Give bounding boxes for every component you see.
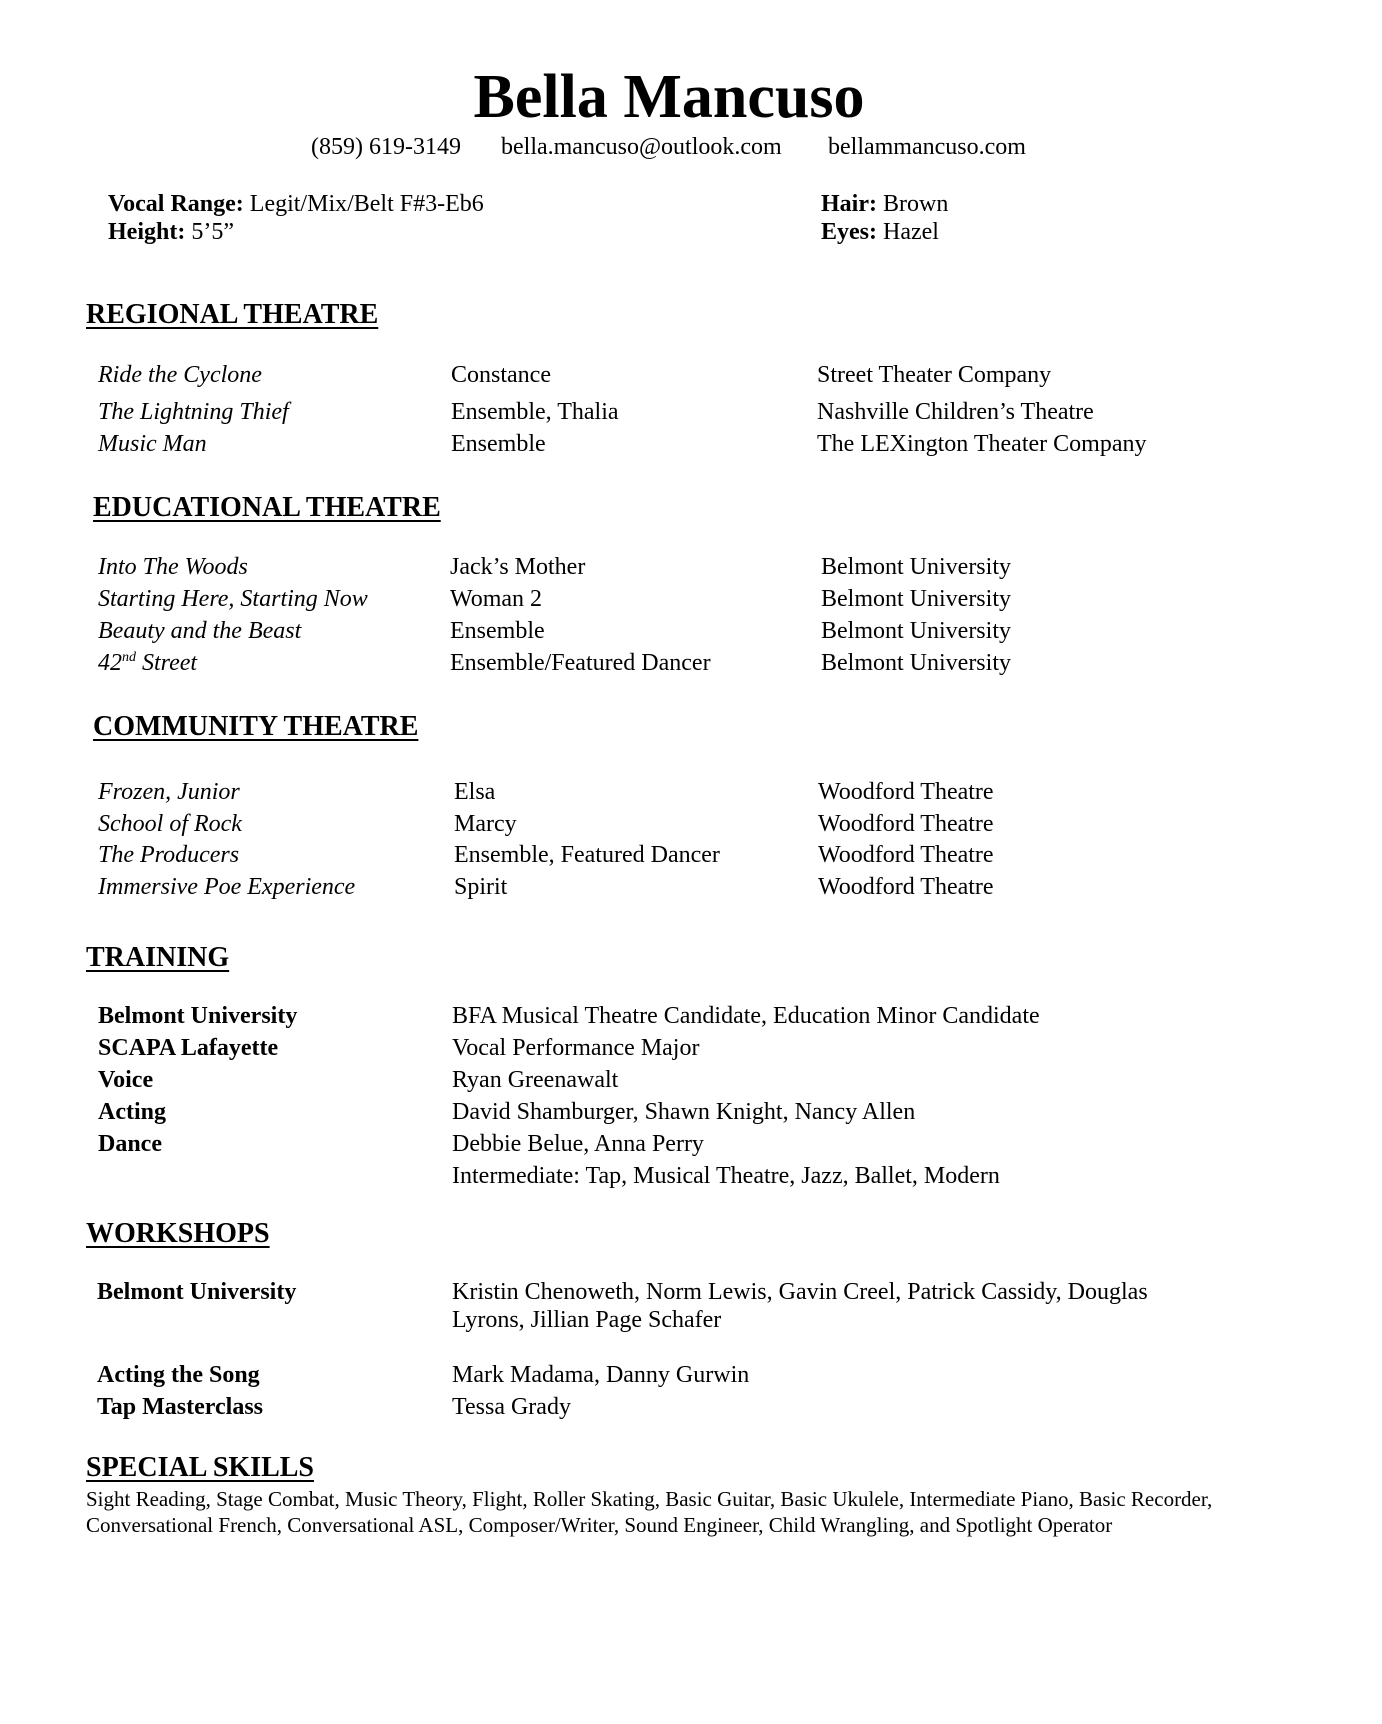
vocal-range-value: Legit/Mix/Belt F#3-Eb6 [249, 191, 484, 217]
training-value: Debbie Belue, Anna Perry [452, 1131, 704, 1157]
phone-number: (859) 619-3149 [311, 134, 461, 160]
height-label: Height: [108, 219, 186, 245]
credit-title: Beauty and the Beast [98, 618, 302, 644]
special-skills-heading: SPECIAL SKILLS [86, 1452, 314, 1483]
height [108, 219, 234, 246]
credit-company: Belmont University [821, 586, 1011, 612]
applicant-name: Bella Mancuso [473, 63, 865, 131]
credit-title [98, 650, 197, 677]
title-rest: Street [136, 650, 198, 676]
credit-role: Ensemble [451, 431, 546, 457]
eyes-value: Hazel [883, 219, 939, 245]
credit-title: Music Man [98, 431, 207, 457]
hair-label: Hair: [821, 191, 877, 217]
workshop-value-continued: Lyrons, Jillian Page Schafer [452, 1307, 722, 1333]
credit-company: Street Theater Company [817, 362, 1052, 388]
credit-title: Ride the Cyclone [98, 362, 262, 388]
credit-role: Elsa [454, 779, 496, 805]
credit-role: Ensemble/Featured Dancer [450, 650, 711, 676]
eyes [821, 219, 939, 246]
hair-value: Brown [882, 191, 949, 217]
credit-role: Ensemble, Featured Dancer [454, 842, 720, 868]
training-value: David Shamburger, Shawn Knight, Nancy Allen [452, 1099, 916, 1125]
credit-title: Starting Here, Starting Now [98, 586, 368, 612]
training-value: Ryan Greenawalt [452, 1067, 619, 1093]
credit-title: Immersive Poe Experience [98, 874, 356, 900]
credit-company: Belmont University [821, 618, 1011, 644]
title-number: 42 [98, 650, 122, 676]
credit-title: School of Rock [98, 811, 242, 837]
hair [821, 191, 948, 218]
credit-title: Frozen, Junior [98, 779, 240, 805]
workshop-label: Belmont University [97, 1279, 297, 1305]
credit-role: Constance [451, 362, 551, 388]
vocal-range [108, 191, 484, 218]
training-label: Voice [98, 1067, 154, 1093]
special-skills-text: Sight Reading, Stage Combat, Music Theory, Flight, Roller Skating, Basic Guitar, Basic Ukulele, Intermediate Piano, Basic Recorder, Conversational French, Conversational ASL, Composer/Writer, Sound Engineer, Child Wrangling, and Spotlight Operator [86, 1487, 1213, 1537]
workshop-label: Tap Masterclass [97, 1394, 264, 1420]
credit-company: Woodford Theatre [818, 874, 994, 900]
workshop-value: Tessa Grady [452, 1394, 571, 1420]
vocal-range-label: Vocal Range: [108, 191, 244, 217]
credit-company: Woodford Theatre [818, 779, 994, 805]
training-label: Acting [98, 1099, 166, 1125]
credit-title: The Lightning Thief [98, 399, 289, 425]
workshop-value: Kristin Chenoweth, Norm Lewis, Gavin Creel, Patrick Cassidy, Douglas [452, 1279, 1148, 1305]
credit-role: Woman 2 [450, 586, 543, 612]
credit-title: The Producers [98, 842, 240, 868]
credit-company: Woodford Theatre [818, 842, 994, 868]
credit-company: Belmont University [821, 650, 1011, 676]
credit-company: Woodford Theatre [818, 811, 994, 837]
workshop-value: Mark Madama, Danny Gurwin [452, 1362, 750, 1388]
email-address: bella.mancuso@outlook.com [501, 134, 782, 160]
height-value: 5’5” [191, 219, 234, 245]
credit-company: Belmont University [821, 554, 1011, 580]
regional-theatre-heading: REGIONAL THEATRE [86, 299, 379, 330]
training-heading: TRAINING [86, 942, 230, 973]
credit-company: Nashville Children’s Theatre [817, 399, 1094, 425]
eyes-label: Eyes: [821, 219, 877, 245]
training-label: Belmont University [98, 1003, 298, 1029]
credit-role: Ensemble [450, 618, 545, 644]
training-value: BFA Musical Theatre Candidate, Education Minor Candidate [452, 1003, 1040, 1029]
credit-role: Marcy [454, 811, 517, 837]
website: bellammancuso.com [828, 134, 1026, 160]
workshops-heading: WORKSHOPS [86, 1218, 270, 1249]
title-ordinal: nd [122, 650, 136, 665]
credit-company: The LEXington Theater Company [817, 431, 1147, 457]
educational-theatre-heading: EDUCATIONAL THEATRE [93, 492, 441, 523]
training-value: Vocal Performance Major [452, 1035, 700, 1061]
credit-title: Into The Woods [98, 554, 248, 580]
credit-role: Spirit [454, 874, 508, 900]
credit-role: Jack’s Mother [450, 554, 586, 580]
community-theatre-heading: COMMUNITY THEATRE [93, 711, 419, 742]
training-value: Intermediate: Tap, Musical Theatre, Jazz, Ballet, Modern [452, 1163, 1000, 1189]
workshop-label: Acting the Song [97, 1362, 260, 1388]
credit-role: Ensemble, Thalia [451, 399, 619, 425]
training-label: SCAPA Lafayette [98, 1035, 279, 1061]
training-label: Dance [98, 1131, 162, 1157]
